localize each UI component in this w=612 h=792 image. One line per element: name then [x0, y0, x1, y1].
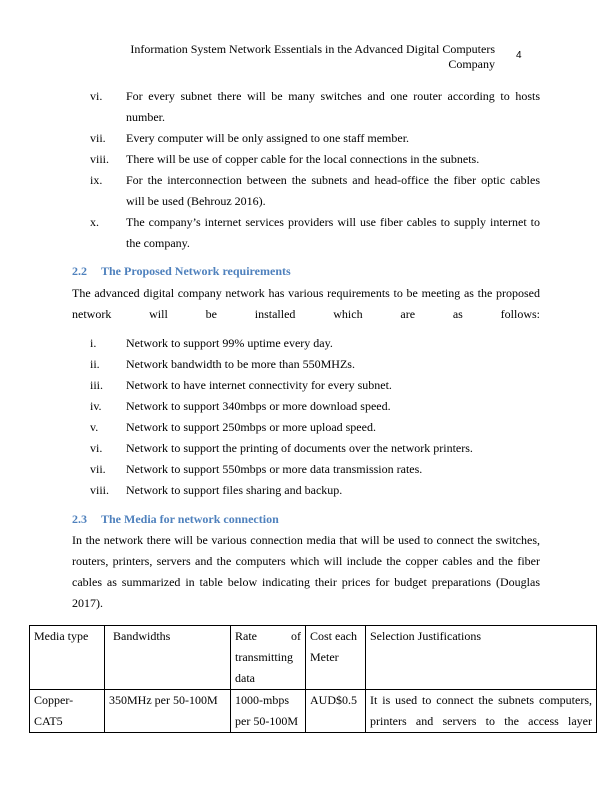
cell-cost: AUD$0.5	[306, 690, 366, 733]
list-number: ix.	[90, 173, 103, 187]
list-number: viii.	[90, 152, 110, 166]
list-number: vii.	[90, 462, 106, 476]
table-row	[30, 690, 597, 733]
list-item	[90, 170, 540, 212]
list-item	[90, 480, 540, 501]
list-number: x.	[90, 215, 99, 229]
running-header	[120, 42, 495, 72]
list-text: The company’s internet services providers will use fiber cables to supply internet to the company.	[126, 215, 540, 250]
list-text: Network to support 550mbps or more data transmission rates.	[126, 462, 423, 476]
list-number: iii.	[90, 378, 104, 392]
list-number: vii.	[90, 131, 106, 145]
list-text: For the interconnection between the subnets and head-office the fiber optic cables will be used (Behrouz 2016).	[126, 173, 540, 208]
list-text: Every computer will be only assigned to one staff member.	[126, 131, 410, 145]
list-item	[90, 128, 540, 149]
media-table	[29, 625, 597, 733]
list-item	[90, 396, 540, 417]
header-cell-rate: Rate of transmitting data	[231, 626, 306, 690]
section-number: 2.3	[72, 512, 87, 526]
header-cell-bandwidths: Bandwidths	[105, 626, 231, 690]
list-number: viii.	[90, 483, 110, 497]
list-item	[90, 149, 540, 170]
header-cell-media-type: Media type	[30, 626, 105, 690]
list-number: iv.	[90, 399, 102, 413]
cell-rate: 1000-mbps per 50-100M	[231, 690, 306, 733]
section-heading-2-3	[72, 512, 279, 527]
list-number: i.	[90, 336, 97, 350]
list-item	[90, 333, 540, 354]
section-intro-2-3: In the network there will be various connection media that will be used to connect the switches, routers, printers, servers and the computers which will include the copper cables and the fiber cables as summarized in table below indicating their prices for budget preparations (Douglas 2017).	[72, 533, 540, 610]
list-item	[90, 375, 540, 396]
cell-bandwidth: 350MHz per 50-100M	[105, 690, 231, 733]
list-text: Network bandwidth to be more than 550MHZs.	[126, 357, 355, 371]
section-heading-2-2	[72, 264, 291, 279]
section-intro-2-2: The advanced digital company network has various requirements to be meeting as the proposed network will be installed which are as follows:	[72, 286, 540, 321]
header-cell-cost: Cost each Meter	[306, 626, 366, 690]
list-text: Network to support 99% uptime every day.	[126, 336, 333, 350]
list-text: Network to support 340mbps or more download speed.	[126, 399, 391, 413]
section-title: The Media for network connection	[101, 512, 279, 526]
list-number: vi.	[90, 89, 103, 103]
header-title: Information System Network Essentials in the Advanced Digital Computers Company	[130, 42, 495, 71]
list-number: ii.	[90, 357, 100, 371]
list-item	[90, 417, 540, 438]
section-number: 2.2	[72, 264, 87, 278]
list-number: vi.	[90, 441, 103, 455]
assumptions-list	[90, 86, 540, 254]
list-text: Network to support files sharing and backup.	[126, 483, 343, 497]
list-text: Network to support the printing of documents over the network printers.	[126, 441, 473, 455]
list-text: There will be use of copper cable for the local connections in the subnets.	[126, 152, 480, 166]
page-number: 4	[516, 50, 522, 61]
list-number: v.	[90, 420, 99, 434]
list-text: Network to support 250mbps or more upload speed.	[126, 420, 376, 434]
list-text: For every subnet there will be many switches and one router according to hosts number.	[126, 89, 540, 124]
requirements-list	[90, 333, 540, 501]
list-item	[90, 354, 540, 375]
list-item	[90, 212, 540, 254]
cell-justification: It is used to connect the subnets computers, printers and servers to the access layer	[366, 690, 597, 733]
list-item	[90, 438, 540, 459]
cell-media-type: Copper- CAT5	[30, 690, 105, 733]
list-text: Network to have internet connectivity for every subnet.	[126, 378, 392, 392]
list-item	[90, 86, 540, 128]
section-title: The Proposed Network requirements	[101, 264, 291, 278]
table-header-row	[30, 626, 597, 690]
header-cell-justification: Selection Justifications	[366, 626, 597, 690]
list-item	[90, 459, 540, 480]
